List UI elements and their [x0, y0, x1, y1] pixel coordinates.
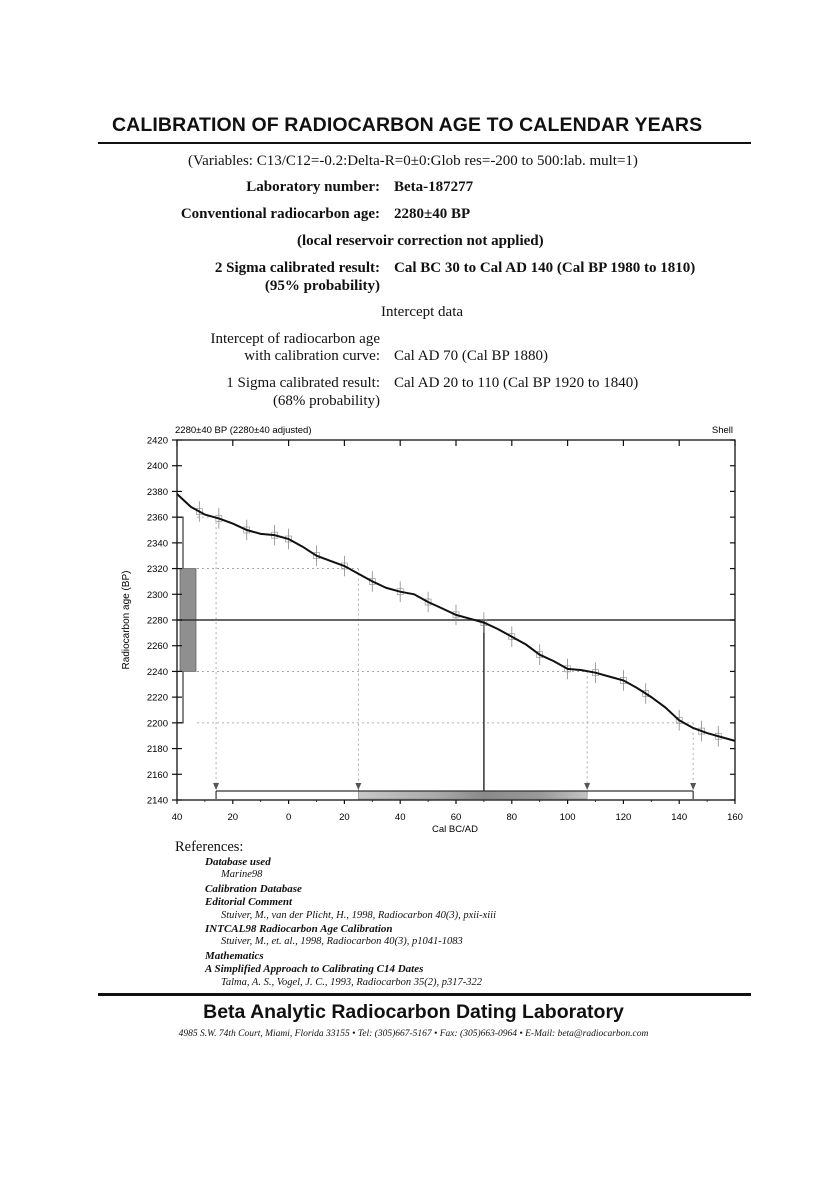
lab-number-value: Beta-187277 — [394, 179, 474, 195]
x-tick-label: 0 — [285, 812, 292, 823]
reference-heading: INTCAL98 Radiocarbon Age Calibration — [205, 923, 393, 935]
x-tick-label: 140 — [671, 812, 688, 823]
reference-heading: Database used — [205, 856, 271, 868]
range-marker-arrow — [690, 783, 696, 790]
intercept-value: Cal AD 70 (Cal BP 1880) — [394, 348, 549, 364]
reference-heading: Calibration Database — [205, 882, 302, 895]
y-tick-label: 2260 — [146, 641, 168, 653]
chart-top-right-label: Shell — [711, 425, 733, 436]
reference-text: Stuiver, M., et. al., 1998, Radiocarbon 40(3), p1041-1083 — [221, 936, 463, 948]
x-tick-label: 20 — [227, 812, 239, 823]
one-sigma-label: 1 Sigma calibrated result: — [226, 375, 380, 391]
y-tick-label: 2380 — [146, 486, 168, 498]
reference-heading: Editorial Comment — [205, 896, 293, 909]
y-tick-label: 2320 — [146, 564, 168, 576]
intercept-label-line2: with calibration curve: — [244, 348, 380, 364]
reference-text: Marine98 — [221, 869, 263, 881]
x-axis-label: Cal BC/AD — [432, 824, 478, 835]
lab-number-label: Laboratory number: — [246, 179, 380, 195]
x-tick-label: 160 — [727, 812, 743, 823]
y-tick-label: 2180 — [146, 744, 168, 756]
two-sigma-label: 2 Sigma calibrated result: — [214, 260, 380, 276]
variables-line: (Variables: C13/C12=-0.2:Delta-R=0±0:Glob res=-200 to 500:lab. mult=1) — [188, 153, 638, 169]
conventional-age-label: Conventional radiocarbon age: — [180, 206, 380, 222]
range-marker-arrow — [213, 783, 219, 790]
conventional-age-value: 2280±40 BP — [394, 206, 471, 222]
y-tick-label: 2140 — [146, 795, 168, 807]
reference-text: Stuiver, M., van der Plicht, H., 1998, Radiocarbon 40(3), pxii-xiii — [221, 909, 496, 921]
x-tick-label: 100 — [559, 812, 576, 823]
lab-name: Beta Analytic Radiocarbon Dating Laboratory — [203, 1001, 624, 1023]
x-tick-label: 40 — [171, 812, 183, 823]
chart-top-left-label: 2280±40 BP (2280±40 adjusted) — [175, 425, 312, 436]
y-tick-label: 2400 — [146, 461, 168, 473]
lab-address: 4985 S.W. 74th Court, Miami, Florida 33155 • Tel: (305)667-5167 • Fax: (305)663-0964 • E-Mail: beta@radiocarbon.com — [178, 1029, 649, 1039]
one-sigma-probability: (68% probability) — [272, 393, 380, 409]
two-sigma-value: Cal BC 30 to Cal AD 140 (Cal BP 1980 to 1810) — [394, 260, 696, 276]
intercept-heading: Intercept data — [381, 304, 464, 320]
references-heading: References: — [175, 839, 244, 855]
y-tick-label: 2340 — [146, 538, 168, 550]
intercept-label-line1: Intercept of radiocarbon age — [210, 331, 380, 347]
x-tick-label: 80 — [506, 812, 518, 823]
one-sigma-value: Cal AD 20 to 110 (Cal BP 1920 to 1840) — [394, 375, 639, 391]
y-tick-label: 2300 — [146, 589, 168, 601]
range-marker-arrow — [355, 783, 361, 790]
footer-rule — [98, 993, 751, 996]
reference-text: Talma, A. S., Vogel, J. C., 1993, Radiocarbon 35(2), p317-322 — [221, 976, 483, 988]
x-tick-label: 60 — [450, 812, 462, 823]
two-sigma-probability: (95% probability) — [264, 278, 380, 294]
reference-heading: A Simplified Approach to Calibrating C14 Dates — [205, 963, 424, 976]
y-axis-label: Radiocarbon age (BP) — [121, 570, 132, 670]
x-tick-label: 20 — [339, 812, 350, 823]
x-tick-label: 40 — [394, 812, 406, 823]
y-tick-label: 2360 — [146, 512, 168, 524]
y-tick-label: 2240 — [146, 666, 168, 678]
y-tick-label: 2220 — [146, 692, 168, 704]
x-tick-label: 120 — [615, 812, 632, 823]
reference-heading: Mathematics — [205, 949, 264, 962]
y-tick-label: 2200 — [146, 718, 168, 730]
reservoir-note: (local reservoir correction not applied) — [297, 233, 544, 249]
y-tick-label: 2160 — [146, 769, 168, 781]
report-title: CALIBRATION OF RADIOCARBON AGE TO CALENDAR YEARS — [112, 114, 703, 136]
y-tick-label: 2280 — [146, 615, 168, 627]
y-tick-label: 2420 — [146, 435, 168, 447]
range-marker-arrow — [584, 783, 590, 790]
calibrated-probability-bar — [358, 791, 587, 799]
